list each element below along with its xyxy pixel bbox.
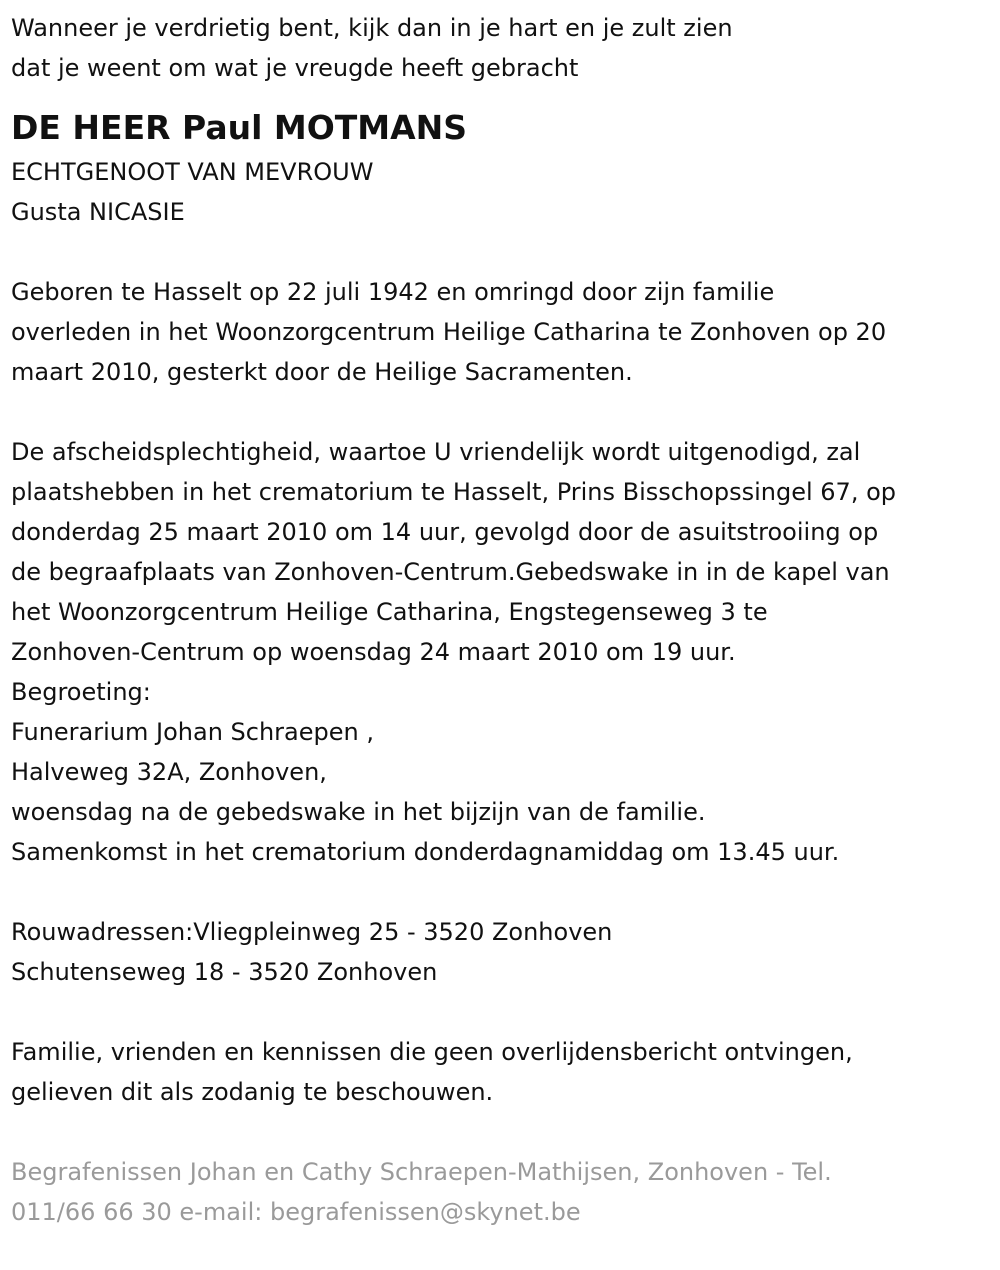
deceased-name: DE HEER Paul MOTMANS: [11, 108, 468, 147]
text-line: donderdag 25 maart 2010 om 14 uur, gevolgd door de asuitstrooiing op: [11, 518, 879, 546]
quote: [11, 8, 1000, 88]
text-line: Rouwadressen:Vliegpleinweg 25 - 3520 Zonhoven: [11, 918, 613, 946]
text-line: maart 2010, gesterkt door de Heilige Sacramenten.: [11, 358, 633, 386]
spouse-info: [11, 152, 1000, 232]
addresses-paragraph: [11, 912, 1000, 992]
spouse-name: Gusta NICASIE: [11, 198, 185, 226]
text-line: Geboren te Hasselt op 22 juli 1942 en omringd door zijn familie: [11, 278, 775, 306]
text-line: plaatshebben in het crematorium te Hasselt, Prins Bisschopssingel 67, op: [11, 478, 896, 506]
funeral-home-footer: [11, 1152, 1000, 1232]
notice-paragraph: [11, 1032, 1000, 1112]
text-line: overleden in het Woonzorgcentrum Heilige Catharina te Zonhoven op 20: [11, 318, 887, 346]
text-line: de begraafplaats van Zonhoven-Centrum.Gebedswake in in de kapel van: [11, 558, 890, 586]
text-line: Samenkomst in het crematorium donderdagnamiddag om 13.45 uur.: [11, 838, 840, 866]
footer-line: Begrafenissen Johan en Cathy Schraepen-Mathijsen, Zonhoven - Tel.: [11, 1158, 832, 1186]
quote-line: dat je weent om wat je vreugde heeft gebracht: [11, 54, 579, 82]
text-line: woensdag na de gebedswake in het bijzijn van de familie.: [11, 798, 706, 826]
quote-line: Wanneer je verdrietig bent, kijk dan in je hart en je zult zien: [11, 14, 733, 42]
text-line: Schutenseweg 18 - 3520 Zonhoven: [11, 958, 438, 986]
spouse-label: ECHTGENOOT VAN MEVROUW: [11, 158, 374, 186]
text-line: Begroeting:: [11, 678, 151, 706]
text-line: De afscheidsplechtigheid, waartoe U vriendelijk wordt uitgenodigd, zal: [11, 438, 861, 466]
text-line: Zonhoven-Centrum op woensdag 24 maart 2010 om 19 uur.: [11, 638, 736, 666]
text-line: het Woonzorgcentrum Heilige Catharina, Engstegenseweg 3 te: [11, 598, 768, 626]
text-line: Familie, vrienden en kennissen die geen overlijdensbericht ontvingen,: [11, 1038, 853, 1066]
text-line: gelieven dit als zodanig te beschouwen.: [11, 1078, 494, 1106]
ceremony-paragraph: [11, 432, 1000, 872]
footer-line: 011/66 66 30 e-mail: begrafenissen@skynet.be: [11, 1198, 581, 1226]
text-line: Halveweg 32A, Zonhoven,: [11, 758, 327, 786]
birth-death-paragraph: [11, 272, 1000, 392]
text-line: Funerarium Johan Schraepen ,: [11, 718, 374, 746]
